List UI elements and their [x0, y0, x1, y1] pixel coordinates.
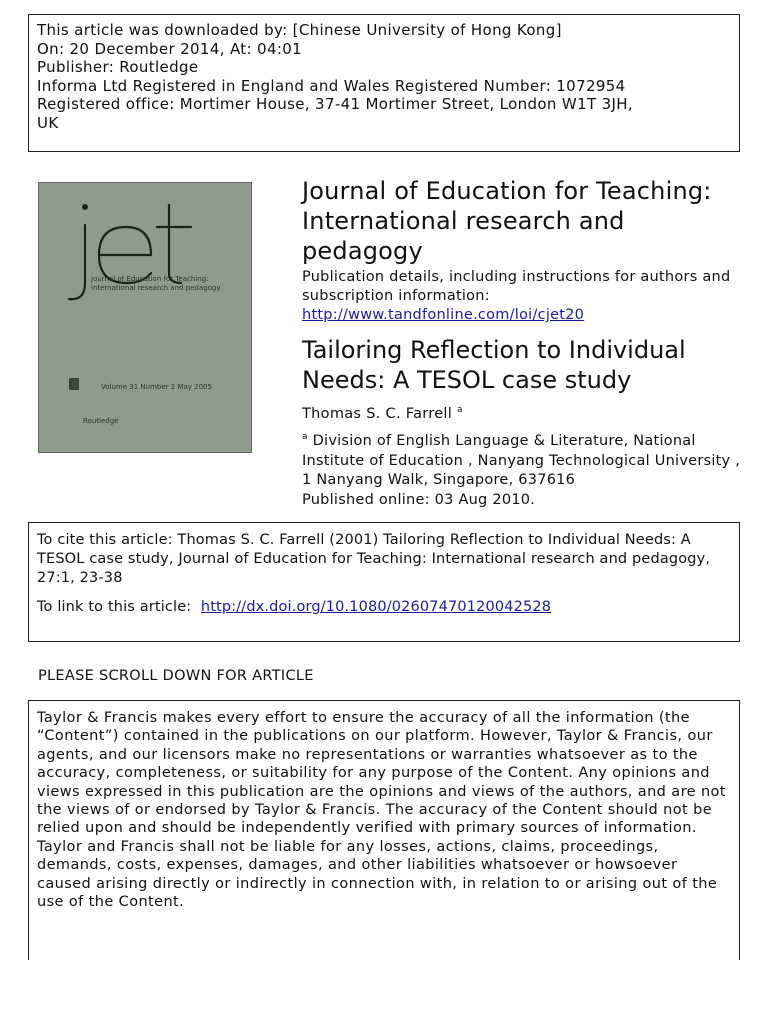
- download-line: Registered office: Mortimer House, 37-41 Mortimer Street, London W1T 3JH,: [37, 95, 634, 114]
- author: [302, 401, 742, 424]
- download-line: This article was downloaded by: [Chinese University of Hong Kong]: [37, 21, 562, 39]
- cover-subtitle: Journal of Education for Teaching:: [91, 275, 209, 283]
- article-link-line: [37, 598, 731, 617]
- download-line: UK: [37, 113, 59, 132]
- article-header: [302, 176, 742, 510]
- cover-publisher: Routledge: [83, 417, 119, 425]
- journal-url-link[interactable]: http://www.tandfonline.com/loi/cjet20: [302, 307, 585, 323]
- author-name: Thomas S. C. Farrell: [302, 406, 453, 422]
- citation-text: To cite this article: Thomas S. C. Farrell (2001) Tailoring Reflection to Individual Needs: A TESOL case study, Journal of Education for Teaching: International research and pedagogy, 27:1, 23-38: [37, 532, 711, 586]
- article-link-label: To link to this article:: [37, 599, 192, 615]
- disclaimer-box: [28, 700, 740, 960]
- download-line: Informa Ltd Registered in England and Wales Registered Number: 1072954: [37, 76, 626, 95]
- jet-logo-icon: [39, 183, 251, 452]
- cover-volume: Volume 31 Number 2 May 2005: [101, 383, 212, 391]
- download-info-box: [28, 14, 740, 152]
- journal-cover-image: [38, 182, 252, 453]
- disclaimer-text: Taylor & Francis makes every effort to ensure the accuracy of all the information (the “Content”) contained in the publications on our platform. However, Taylor & Francis, our agents, and our licensors make no representations or warranties whatsoever as to the accuracy, completeness, or suitability for any purpose of the Content. Any opinions and views expressed in this publication are the opinions and views of the authors, and are not the views of or endorsed by Taylor & Francis. The accuracy of the Content should not be relied upon and should be independently verified with primary sources of information. Taylor and Francis shall not be liable for any losses, actions, claims, proceedings, demands, costs, expenses, damages, and other liabilities whatsoever or howsoever caused arising directly or indirectly in connection with, in relation to or arising out of the use of the Content.: [37, 710, 726, 911]
- download-line: Publisher: Routledge: [37, 58, 199, 77]
- affiliation-marker: a: [302, 432, 308, 442]
- publication-details-text: Publication details, including instructions for authors and subscription information:: [302, 269, 731, 304]
- publication-details: [302, 268, 742, 325]
- published-online: Published online: 03 Aug 2010.: [302, 491, 536, 508]
- doi-link[interactable]: http://dx.doi.org/10.1080/02607470120042528: [200, 599, 552, 615]
- scroll-notice: PLEASE SCROLL DOWN FOR ARTICLE: [38, 668, 314, 684]
- affiliation-text: Division of English Language & Literature, National Institute of Education , Nanyang Technological University , 1 Nanyang Walk, Singapore, 637616: [302, 433, 741, 488]
- cover-subtitle: international research and pedagogy: [91, 284, 221, 292]
- download-line: On: 20 December 2014, At: 04:01: [37, 39, 303, 58]
- citation-box: [28, 522, 740, 642]
- article-title: Tailoring Reflection to Individual Needs: A TESOL case study: [302, 336, 686, 394]
- affiliation: [302, 428, 742, 510]
- journal-title: Journal of Education for Teaching: International research and pedagogy: [302, 177, 712, 265]
- author-affiliation-marker: a: [457, 405, 463, 415]
